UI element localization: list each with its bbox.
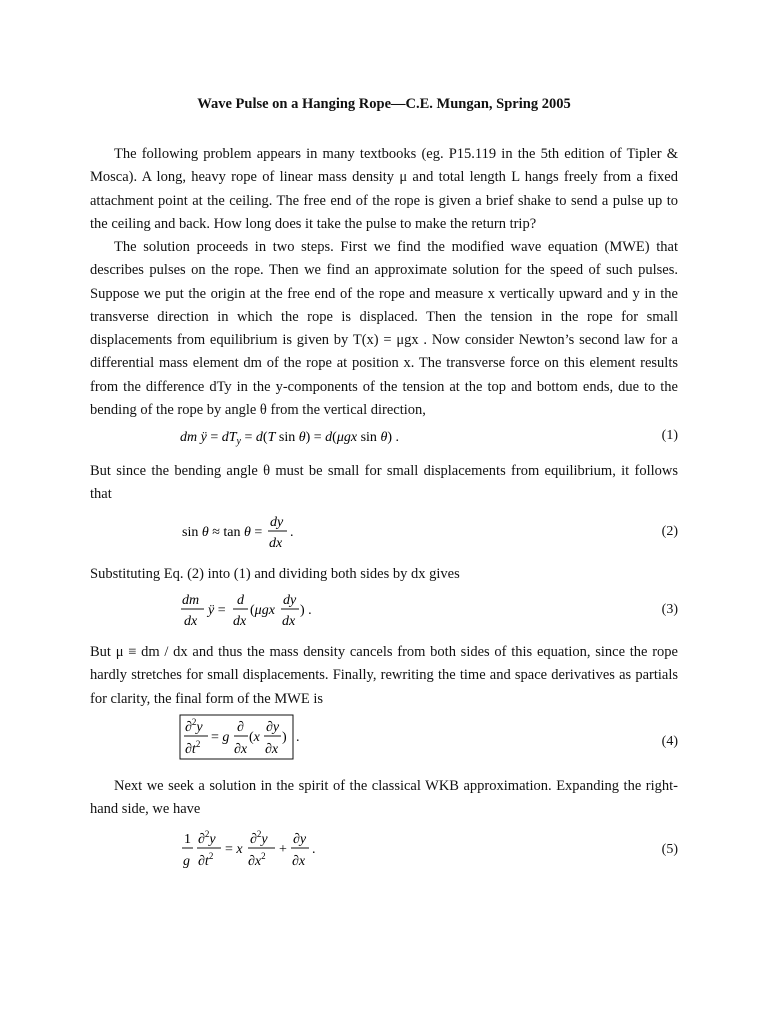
svg-text:g: g — [183, 854, 190, 869]
equation-1-number: (1) — [661, 428, 678, 443]
equation-1-math — [150, 420, 570, 460]
equation-5-number: (5) — [661, 842, 678, 857]
paragraph-4: Substituting Eq. (2) into (1) and dividing both sides by dx gives — [90, 566, 460, 582]
svg-text:∂: ∂ — [237, 720, 244, 735]
svg-text:∂x: ∂x — [265, 742, 279, 757]
equation-4 — [150, 714, 678, 764]
svg-text:.: . — [312, 842, 316, 857]
svg-text:): ) — [282, 730, 287, 745]
equation-3 — [150, 590, 678, 640]
svg-text:dy: dy — [283, 593, 297, 608]
svg-text:1: 1 — [184, 832, 191, 847]
svg-text:dx: dx — [282, 614, 296, 629]
equation-5 — [150, 828, 678, 878]
equation-5-math — [150, 828, 470, 874]
svg-text:dm: dm — [182, 593, 200, 608]
svg-text:∂y: ∂y — [266, 720, 280, 735]
equation-2-number: (2) — [661, 524, 678, 539]
svg-text:(μgx: (μgx — [250, 603, 275, 618]
svg-text:(x: (x — [249, 730, 260, 745]
equation-4-number: (4) — [661, 734, 678, 749]
svg-text:dx: dx — [269, 536, 283, 551]
svg-text:∂x2: $\partial x^2$ — [248, 851, 266, 869]
svg-text:∂t2: $\partial t^2$ — [185, 739, 201, 757]
svg-text:+: + — [279, 842, 287, 857]
equation-2 — [150, 512, 678, 562]
svg-text:dx: dx — [233, 614, 247, 629]
svg-text:∂x: ∂x — [234, 742, 248, 757]
svg-text:d: d — [237, 593, 244, 608]
svg-text:dx: dx — [184, 614, 198, 629]
svg-text:.: . — [290, 525, 294, 540]
svg-text:.: . — [296, 730, 300, 745]
svg-text:∂2y: ∂$^2$y — [250, 829, 268, 847]
equation-4-math — [150, 714, 450, 764]
svg-text:∂2y: ∂$^2$y — [185, 717, 203, 735]
svg-text:∂t2: $\partial t^2$ — [198, 851, 214, 869]
svg-text:∂y: ∂y — [293, 832, 307, 847]
svg-text:∂2y: ∂$^2$y — [198, 829, 216, 847]
paragraph-2: The solution proceeds in two steps. First we find the modified wave equation (MWE) that describes pulses on the rope. Then we find an approximate solution for the speed of such pulses. Suppose we put the origin at the free end of the rope and measure x vertically upward and y in the transverse direction in which the rope is displaced. Then the tension in the rope for small displacements from equilibrium is given by T(x) = μgx . Now consider Newton’s second law for a differential mass element dm of the rope at position x. The transverse force on this element results from the difference dTy in the y-components of the tension at the top and bottom ends, due to the bending of the rope by angle θ from the vertical direction, — [90, 239, 678, 419]
paragraph-3: But since the bending angle θ must be small for small displacements from equilibrium, it follows that — [90, 463, 678, 503]
paper-title: Wave Pulse on a Hanging Rope—C.E. Mungan, Spring 2005 — [197, 96, 571, 112]
equation-3-math — [150, 590, 450, 634]
equation-3-number: (3) — [661, 602, 678, 617]
paragraph-6: Next we seek a solution in the spirit of the classical WKB approximation. Expanding the right-hand side, we have — [90, 778, 678, 818]
svg-text:ÿ =: ÿ = — [208, 603, 226, 618]
svg-text:= g: = g — [211, 730, 230, 745]
paragraph-5: But μ ≡ dm / dx and thus the mass density cancels from both sides of this equation, since the rope hardly stretches for small displacements. Finally, rewriting the time and space derivatives as partials for clarity, the final form of the MWE is — [90, 644, 678, 707]
svg-text:sin θ ≈ tan θ =: sin θ ≈ tan θ = — [182, 525, 263, 540]
svg-text:dy: dy — [270, 515, 284, 530]
paragraph-1: The following problem appears in many textbooks (eg. P15.119 in the 5th edition of Tipler & Mosca). A long, heavy rope of linear mass density μ and total length L hangs freely from a fixed attachment point at the ceiling. The free end of the rope is given a brief shake to send a pulse up to the ceiling and back. How long does it take the pulse to make the return trip? — [90, 146, 678, 232]
svg-text:∂x: ∂x — [292, 854, 306, 869]
svg-text:= x: = x — [225, 842, 243, 857]
svg-text:dm ÿ = dTy = d(T sin θ) = d(μg: dm ÿ = $dT_y = d(T$ sin θ) = d(μgx sin θ) . — [180, 430, 399, 447]
svg-text:) .: ) . — [300, 603, 312, 618]
equation-2-math — [150, 512, 450, 556]
